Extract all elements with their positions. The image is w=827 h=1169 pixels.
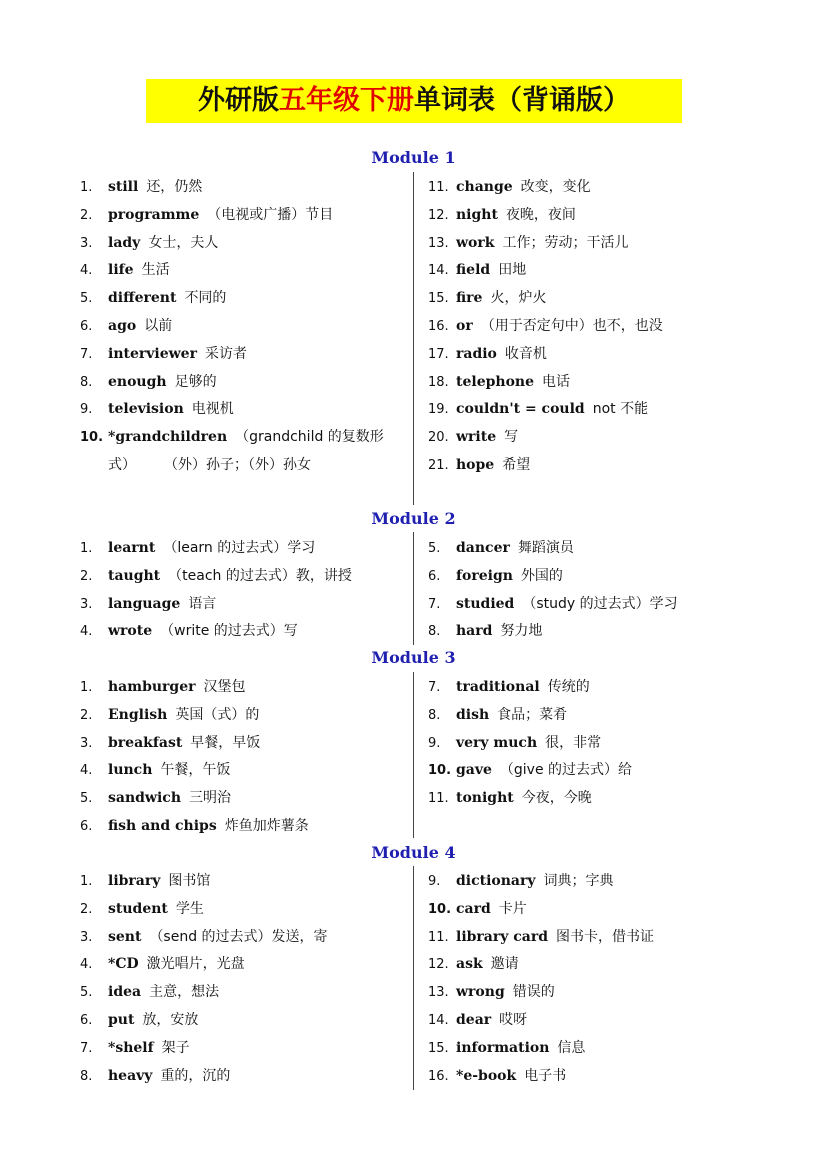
- list-item: [428, 202, 818, 230]
- list-item: [80, 563, 405, 591]
- item-number: 16.: [428, 318, 449, 334]
- list-item: [80, 868, 405, 896]
- list-item: [428, 369, 818, 397]
- item-number: 5.: [80, 791, 93, 807]
- list-item: [80, 369, 405, 397]
- vocab-word: studied: [456, 595, 515, 612]
- list-item: [80, 1035, 405, 1063]
- vocab-meaning: 不同的: [184, 290, 227, 307]
- list-item: [80, 202, 405, 230]
- item-number: 4.: [80, 763, 93, 779]
- vocab-meaning: 卡片: [498, 900, 527, 917]
- vocab-word: life: [108, 262, 134, 279]
- vocab-word: fire: [456, 290, 483, 307]
- vocab-meaning: 外国的: [520, 567, 563, 584]
- page-title: [146, 79, 682, 123]
- vocab-meaning: 还，仍然: [146, 179, 203, 195]
- vocab-word: taught: [108, 567, 161, 584]
- list-item: [428, 1007, 818, 1035]
- item-number: 9.: [428, 874, 441, 889]
- item-number: 8.: [80, 374, 93, 390]
- vocab-meaning: （give 的过去式）给: [499, 762, 633, 779]
- item-number: 4.: [80, 957, 93, 973]
- left-column: [80, 535, 405, 646]
- list-item: [428, 896, 818, 924]
- column-divider: [413, 532, 414, 645]
- item-number: 13.: [428, 985, 449, 1001]
- vocab-word: work: [456, 234, 495, 251]
- item-number: 6.: [80, 818, 93, 834]
- title-part1: 外研版: [198, 85, 279, 116]
- vocab-word: or: [456, 317, 473, 334]
- vocab-meaning: 英国（式）的: [175, 706, 260, 723]
- vocab-meaning: 收音机: [504, 345, 547, 362]
- vocab-word: television: [108, 401, 184, 418]
- list-item: [428, 979, 818, 1007]
- vocab-meaning: 邀请: [490, 956, 519, 973]
- list-item: [80, 785, 405, 813]
- vocab-word: foreign: [456, 567, 513, 584]
- vocab-word: still: [108, 179, 139, 195]
- vocab-word: card: [456, 900, 491, 917]
- item-number: 6.: [428, 568, 441, 584]
- item-number: 1.: [80, 541, 93, 556]
- vocab-meaning: 汉堡包: [203, 679, 246, 695]
- list-item: [428, 285, 818, 313]
- vocab-meaning: 今夜，今晚: [521, 790, 592, 807]
- vocab-word: hard: [456, 623, 493, 640]
- list-item: [80, 257, 405, 285]
- list-item: [428, 757, 818, 785]
- list-item: [80, 341, 405, 369]
- list-item: [80, 813, 405, 841]
- vocab-meaning: 图书卡，借书证: [556, 928, 655, 945]
- list-item: [428, 396, 818, 424]
- item-number: 14.: [428, 263, 449, 279]
- list-item: [428, 535, 818, 563]
- vocab-meaning: 三明治: [189, 790, 231, 807]
- item-number: 13.: [428, 235, 449, 251]
- list-item: [80, 730, 405, 758]
- list-item: [80, 674, 405, 702]
- vocab-meaning: 午餐，午饭: [160, 762, 231, 779]
- vocab-meaning: 图书馆: [168, 873, 211, 889]
- vocab-meaning: 错误的: [512, 984, 555, 1001]
- vocab-meaning: 工作；劳动；干活儿: [502, 234, 629, 251]
- vocab-word: library: [108, 873, 161, 889]
- item-number: 14.: [428, 1012, 449, 1028]
- vocab-meaning: 改变，变化: [520, 179, 591, 195]
- vocab-meaning: 女士，夫人: [148, 234, 219, 251]
- module-heading: Module 2: [371, 509, 456, 528]
- list-item: [428, 868, 818, 896]
- list-item: [428, 563, 818, 591]
- vocab-word: fish and chips: [108, 817, 217, 834]
- vocab-word: language: [108, 595, 181, 612]
- vocab-word: sandwich: [108, 790, 181, 807]
- vocab-word: field: [456, 262, 491, 279]
- vocab-word: wrote: [108, 623, 153, 640]
- list-item: [80, 757, 405, 785]
- item-number: 7.: [80, 346, 93, 362]
- vocab-word: ago: [108, 317, 137, 334]
- list-item: [428, 452, 818, 480]
- title-part2: 五年级下册: [279, 85, 414, 116]
- item-number: 18.: [428, 374, 449, 390]
- item-number: 5.: [428, 541, 441, 556]
- vocab-word: library card: [456, 928, 549, 945]
- vocab-meaning: （teach 的过去式）教，讲授: [168, 567, 352, 584]
- item-number: 15.: [428, 291, 449, 307]
- vocab-meaning: 哎呀: [499, 1011, 528, 1028]
- vocab-word: *e-book: [456, 1067, 517, 1084]
- list-item: [80, 535, 405, 563]
- vocab-word: radio: [456, 345, 497, 362]
- module-heading: Module 3: [371, 648, 456, 667]
- vocab-meaning: 激光唱片，光盘: [146, 956, 245, 973]
- column-divider: [413, 672, 414, 838]
- vocab-meaning: 电视机: [191, 401, 234, 418]
- vocab-meaning: （send 的过去式）发送，寄: [149, 928, 328, 945]
- vocab-word: enough: [108, 373, 167, 390]
- vocab-word: idea: [108, 984, 142, 1001]
- item-number: 19.: [428, 402, 449, 418]
- item-number: 10.: [428, 901, 452, 917]
- item-number: 1.: [80, 680, 93, 695]
- vocab-meaning: 舞蹈演员: [517, 540, 574, 556]
- list-item: [428, 230, 818, 258]
- item-number: 3.: [80, 235, 93, 251]
- vocab-meaning: 希望: [502, 456, 531, 473]
- vocab-word: dish: [456, 706, 490, 723]
- item-number: 2.: [80, 207, 93, 223]
- vocab-meaning: 食品；菜肴: [497, 706, 568, 723]
- vocab-meaning: 以前: [144, 317, 173, 334]
- vocab-word: night: [456, 206, 498, 223]
- left-column: [80, 868, 405, 1090]
- item-number: 4.: [80, 263, 93, 279]
- vocab-word: information: [456, 1039, 550, 1056]
- list-item: [80, 313, 405, 341]
- item-number: 3.: [80, 735, 93, 751]
- module-heading: Module 1: [371, 148, 456, 167]
- vocab-word: dear: [456, 1011, 492, 1028]
- item-number: 8.: [428, 707, 441, 723]
- list-item: [428, 1035, 818, 1063]
- list-item: [80, 618, 405, 646]
- vocab-meaning: （电视或广播）节目: [207, 206, 334, 223]
- vocab-meaning: 重的，沉的: [160, 1067, 231, 1084]
- vocab-meaning: 写: [504, 429, 519, 446]
- vocab-meaning: 词典；字典: [543, 873, 614, 889]
- vocab-word: tonight: [456, 790, 514, 807]
- item-number: 11.: [428, 929, 449, 945]
- right-column: [428, 674, 818, 813]
- list-item: [428, 591, 818, 619]
- vocab-meaning: 架子: [161, 1039, 190, 1056]
- list-item: [80, 285, 405, 313]
- vocab-word: interviewer: [108, 345, 197, 362]
- vocab-word: student: [108, 900, 168, 917]
- vocab-word: dancer: [456, 540, 510, 556]
- list-item: [80, 979, 405, 1007]
- item-number: 21.: [428, 457, 449, 473]
- list-item: [428, 257, 818, 285]
- vocab-meaning: 炸鱼加炸薯条: [224, 817, 309, 834]
- list-item: [428, 730, 818, 758]
- item-number: 15.: [428, 1040, 449, 1056]
- item-number: 12.: [428, 207, 449, 223]
- item-number: 6.: [80, 318, 93, 334]
- item-number: 8.: [80, 1068, 93, 1084]
- vocab-meaning: （grandchild 的复数形式） （外）孙子；（外）孙女: [108, 429, 384, 473]
- vocab-meaning: 信息: [557, 1039, 586, 1056]
- item-number: 9.: [428, 735, 441, 751]
- vocab-word: breakfast: [108, 734, 183, 751]
- vocab-word: wrong: [456, 984, 505, 1001]
- list-item: [80, 230, 405, 258]
- right-column: [428, 535, 818, 646]
- vocab-word: couldn't = could: [456, 401, 585, 418]
- vocab-word: *grandchildren: [108, 429, 228, 446]
- vocab-meaning: 田地: [498, 262, 527, 279]
- vocab-word: telephone: [456, 373, 534, 390]
- item-number: 11.: [428, 180, 449, 195]
- right-column: [428, 174, 818, 480]
- item-number: 2.: [80, 901, 93, 917]
- vocab-word: programme: [108, 206, 200, 223]
- left-column: [80, 674, 405, 841]
- list-item: [428, 618, 818, 646]
- vocab-meaning: 早餐，早饭: [190, 734, 261, 751]
- vocab-meaning: （用于否定句中）也不，也没: [480, 317, 663, 334]
- vocab-word: learnt: [108, 540, 156, 556]
- item-number: 12.: [428, 957, 449, 973]
- vocab-word: write: [456, 429, 497, 446]
- list-item: [428, 951, 818, 979]
- vocab-meaning: 主意，想法: [149, 984, 220, 1001]
- item-number: 10.: [80, 430, 104, 446]
- item-number: 3.: [80, 596, 93, 612]
- vocab-word: *CD: [108, 956, 139, 973]
- list-item: [428, 702, 818, 730]
- item-number: 16.: [428, 1068, 449, 1084]
- list-item: [80, 424, 405, 480]
- vocab-word: dictionary: [456, 873, 536, 889]
- list-item: [80, 924, 405, 952]
- vocab-meaning: 学生: [175, 900, 204, 917]
- item-number: 3.: [80, 929, 93, 945]
- vocab-meaning: 生活: [141, 262, 170, 279]
- vocab-meaning: 足够的: [174, 373, 217, 390]
- vocab-meaning: 放，安放: [142, 1011, 199, 1028]
- list-item: [80, 896, 405, 924]
- vocab-meaning: 语言: [188, 595, 217, 612]
- column-divider: [413, 866, 414, 1090]
- item-number: 20.: [428, 430, 449, 446]
- list-item: [80, 1007, 405, 1035]
- vocab-word: lady: [108, 234, 141, 251]
- list-item: [428, 1063, 818, 1091]
- module-heading: Module 4: [371, 843, 456, 862]
- list-item: [80, 591, 405, 619]
- column-divider: [413, 172, 414, 505]
- list-item: [428, 174, 818, 202]
- list-item: [428, 313, 818, 341]
- list-item: [80, 396, 405, 424]
- list-item: [80, 702, 405, 730]
- vocab-word: *shelf: [108, 1039, 154, 1056]
- item-number: 9.: [80, 402, 93, 418]
- vocab-meaning: 火，炉火: [490, 290, 547, 307]
- vocab-word: change: [456, 179, 513, 195]
- vocab-meaning: 电子书: [524, 1067, 567, 1084]
- vocab-meaning: （learn 的过去式）学习: [163, 540, 316, 556]
- vocab-meaning: 采访者: [204, 345, 247, 362]
- item-number: 5.: [80, 985, 93, 1001]
- item-number: 2.: [80, 707, 93, 723]
- list-item: [428, 674, 818, 702]
- item-number: 5.: [80, 291, 93, 307]
- right-column: [428, 868, 818, 1090]
- item-number: 11.: [428, 791, 449, 807]
- vocab-word: put: [108, 1011, 135, 1028]
- item-number: 6.: [80, 1012, 93, 1028]
- vocab-meaning: （write 的过去式）写: [160, 623, 298, 640]
- vocab-word: very much: [456, 734, 538, 751]
- list-item: [428, 924, 818, 952]
- item-number: 7.: [428, 596, 441, 612]
- vocab-meaning: 努力地: [500, 623, 543, 640]
- vocab-word: sent: [108, 928, 142, 945]
- vocab-word: lunch: [108, 762, 153, 779]
- item-number: 1.: [80, 180, 93, 195]
- list-item: [428, 424, 818, 452]
- vocab-meaning: not 不能: [592, 401, 649, 418]
- vocab-word: gave: [456, 762, 492, 779]
- vocab-meaning: 夜晚，夜间: [505, 206, 576, 223]
- vocab-meaning: 很，非常: [545, 734, 602, 751]
- left-column: [80, 174, 405, 480]
- title-part3: 单词表（背诵版）: [414, 85, 630, 116]
- item-number: 1.: [80, 874, 93, 889]
- vocab-word: English: [108, 706, 168, 723]
- vocab-meaning: （study 的过去式）学习: [522, 595, 678, 612]
- vocab-meaning: 电话: [542, 373, 570, 390]
- item-number: 10.: [428, 763, 452, 779]
- vocab-word: hope: [456, 456, 495, 473]
- item-number: 7.: [428, 680, 441, 695]
- list-item: [428, 341, 818, 369]
- list-item: [80, 951, 405, 979]
- item-number: 7.: [80, 1040, 93, 1056]
- item-number: 17.: [428, 346, 449, 362]
- vocab-word: different: [108, 290, 177, 307]
- vocab-meaning: 传统的: [547, 679, 590, 695]
- item-number: 2.: [80, 568, 93, 584]
- list-item: [80, 1063, 405, 1091]
- vocab-word: hamburger: [108, 679, 196, 695]
- vocab-word: traditional: [456, 679, 540, 695]
- vocab-word: heavy: [108, 1067, 153, 1084]
- vocab-word: ask: [456, 956, 483, 973]
- item-number: 4.: [80, 624, 93, 640]
- list-item: [428, 785, 818, 813]
- list-item: [80, 174, 405, 202]
- item-number: 8.: [428, 624, 441, 640]
